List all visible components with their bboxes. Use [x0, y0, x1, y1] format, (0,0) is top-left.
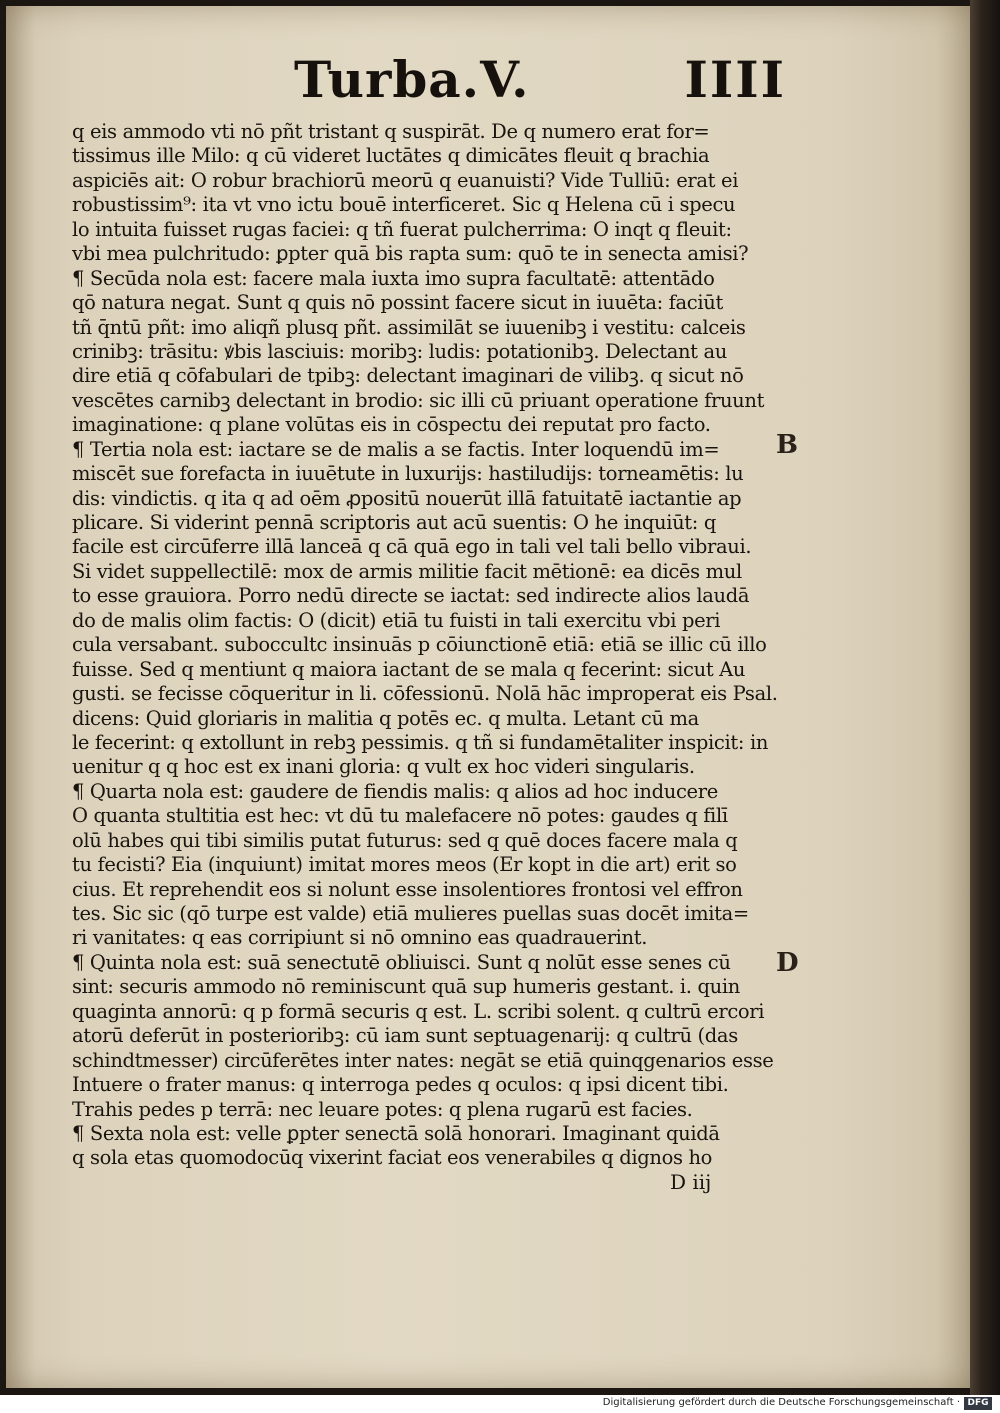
- text-line: q eis ammodo vti nō pñt tristant q suspirāt. De q numero erat for=: [72, 120, 710, 143]
- running-head-title: Turba.V.: [294, 50, 530, 109]
- margin-note-b: B: [776, 430, 798, 460]
- text-line: ¶ Secūda nola est: facere mala iuxta imo supra facultatē: attentādo: [72, 266, 715, 290]
- text-line: atorū deferūt in posterioribꝫ: cū iam sunt septuagenarij: q cultrū (das: [72, 1024, 738, 1048]
- text-line: gusti. se fecisse cōqueritur in li. cōfessionū. Nolā hāc improperat eis Psal.: [72, 682, 778, 706]
- text-line: vescētes carnibꝫ delectant in brodio: sic illi cū priuant operatione fruunt: [72, 388, 765, 412]
- text-line: tu fecisti? Eia (inquiunt) imitat mores meos (Er kopt in die art) erit so: [72, 853, 737, 877]
- running-head: [286, 50, 806, 120]
- text-line: to esse grauiora. Porro nedū directe se iactat: sed indirecte alios laudā: [72, 584, 750, 608]
- text-line: ¶ Sexta nola est: velle ꝑpter senectā solā honorari. Imaginant quidā: [72, 1121, 720, 1145]
- text-line: miscēt sue forefacta in iuuētute in luxurijs: hastiludijs: torneamētis: lu: [72, 462, 744, 486]
- text-line: crinibꝫ: trāsitu: ꝟbis lasciuis: moribꝫ: ludis: potationibꝫ. Delectant au: [72, 339, 728, 363]
- text-line: Intuere o frater manus: q interroga pedes q oculos: q ipsi dicent tibi.: [72, 1073, 729, 1097]
- text-line: ¶ Tertia nola est: iactare se de malis a se factis. Inter loquendū im=: [72, 437, 720, 461]
- text-line: cula versabant. suboccultc insinuās p cōiunctionē etiā: etiā se illic cū illo: [72, 633, 767, 657]
- text-line: q sola etas quomodocūq vixerint faciat eos venerabiles q dignos ho: [72, 1146, 713, 1170]
- text-line: le fecerint: q extollunt in rebꝫ pessimis. q tñ si fundamētaliter inspicit: in: [72, 730, 769, 754]
- text-line: schindtmesser) circūferētes inter nates: negāt se etiā quinqgenarios esse: [72, 1048, 774, 1072]
- text-line: imaginatione: q plane volūtas eis in cōspectu dei reputat pro facto.: [72, 413, 711, 437]
- signature-mark: D iij: [670, 1170, 712, 1194]
- text-line: tes. Sic sic (qō turpe est valde) etiā mulieres puellas suas docēt imita=: [72, 902, 749, 925]
- text-line: dicens: Quid gloriaris in malitia q potēs ec. q multa. Letant cū ma: [72, 706, 699, 730]
- text-line: ¶ Quinta nola est: suā senectutē obliuisci. Sunt q nolūt esse senes cū: [72, 950, 731, 974]
- text-line: ¶ Quarta nola est: gaudere de fiendis malis: q alios ad hoc inducere: [72, 779, 718, 803]
- folio-number: IIII: [684, 50, 786, 109]
- text-line: olū habes qui tibi similis putat futurus: sed q quē doces facere mala q: [72, 828, 738, 852]
- text-line: dis: vindictis. q ita q ad oēm ꝓpositū nouerūt illā fatuitatē iactantie ap: [72, 486, 742, 510]
- text-line: dire etiā q cōfabulari de tpibꝫ: delectant imaginari de vilibꝫ. q sicut nō: [72, 364, 744, 388]
- text-line: do de malis olim factis: O (dicit) etiā tu fuisti in tali exercitu vbi peri: [72, 608, 721, 632]
- text-line: cius. Et reprehendit eos si nolunt esse insolentiores frontosi vel effron: [72, 877, 743, 901]
- text-line: sint: securis ammodo nō reminiscunt quā sup humeris gestant. i. quin: [72, 975, 740, 999]
- text-line: qō natura negat. Sunt q quis nō possint facere sicut in iuuēta: faciūt: [72, 291, 723, 315]
- book-page-edge: [970, 0, 1000, 1395]
- book-page: [6, 6, 974, 1388]
- margin-note-d: D: [776, 948, 799, 978]
- funding-credit: Digitalisierung gefördert durch die Deutsche Forschungsgemeinschaft ·: [602, 1397, 960, 1408]
- text-line: tissimus ille Milo: q cū videret luctātes q dimicātes fleuit q brachia: [72, 144, 710, 168]
- text-line: ri vanitates: q eas corripiunt si nō omnino eas quadrauerint.: [72, 926, 648, 950]
- text-line: quaginta annorū: q p formā securis q est. L. scribi solent. q cultrū ercori: [72, 999, 765, 1023]
- text-line: Trahis pedes p terrā: nec leuare potes: q plena rugarū est facies.: [72, 1097, 693, 1121]
- dfg-logo: DFG: [964, 1397, 992, 1410]
- text-line: aspiciēs ait: O robur brachiorū meorū q euanuisti? Vide Tulliū: erat ei: [72, 168, 739, 192]
- text-line: robustissim⁹: ita vt vno ictu bouē interficeret. Sic q Helena cū i specu: [72, 193, 736, 217]
- text-line: facile est circūferre illā lanceā q cā quā ego in tali vel tali bello vibraui.: [72, 535, 752, 559]
- text-line: fuisse. Sed q mentiunt q maiora iactant de se mala q fecerint: sicut Au: [72, 657, 746, 681]
- text-line: uenitur q q hoc est ex inani gloria: q vult ex hoc videri singularis.: [72, 755, 695, 779]
- text-line: O quanta stultitia est hec: vt dū tu malefacere nō potes: gaudes q filī: [72, 804, 728, 828]
- text-line: lo intuita fuisset rugas faciei: q tñ fuerat pulcherrima: O inqt q fleuit:: [72, 217, 732, 241]
- text-line: Si videt suppellectilē: mox de armis militie facit mētionē: ea dicēs mul: [72, 559, 742, 583]
- text-line: plicare. Si viderint pennā scriptoris aut acū suentis: O he inquiūt: q: [72, 511, 716, 534]
- text-line: tñ q̄ntū pñt: imo aliqñ plusq pñt. assimilāt se iuuenibꝫ i vestitu: calceis: [72, 315, 746, 339]
- body-text: [72, 120, 786, 1171]
- text-line: vbi mea pulchritudo: ꝑpter quā bis rapta sum: quō te in senecta amisi?: [72, 242, 749, 266]
